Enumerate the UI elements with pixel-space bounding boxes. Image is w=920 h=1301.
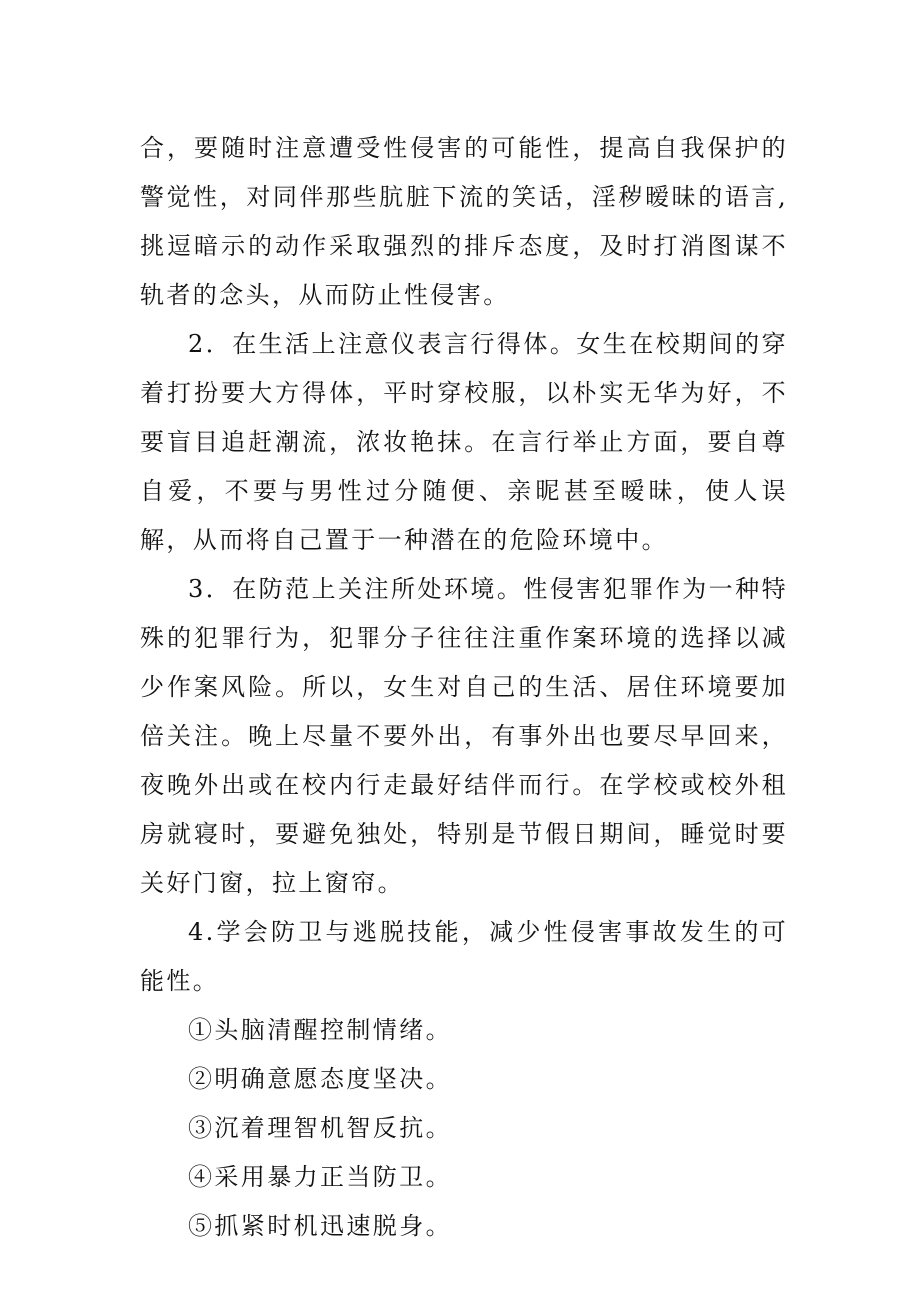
document-body: [140, 124, 788, 1251]
list-item-3: ③沉着理智机智反抗。: [188, 1114, 452, 1142]
paragraph-item-3: 3．在防范上关注所处环境。性侵害犯罪作为一种特殊的犯罪行为，犯罪分子往往注重作案环境的选择以减少作案风险。所以，女生对自己的生活、居住环境要加倍关注。晚上尽量不要外出，有事外出也要尽早回来，夜晚外出或在校内行走最好结伴而行。在学校或校外租房就寝时，要避免独处，特别是节假日期间，睡觉时要关好门窗，拉上窗帘。: [140, 575, 788, 897]
paragraph-item-2: 2．在生活上注意仪表言行得体。女生在校期间的穿着打扮要大方得体，平时穿校服，以朴实无华为好，不要盲目追赶潮流，浓妆艳抹。在言行举止方面，要自尊自爱，不要与男性过分随便、亲昵甚至暧昧，使人误解，从而将自己置于一种潜在的危险环境中。: [140, 330, 788, 554]
paragraph-item-4-heading: 4.学会防卫与逃脱技能，减少性侵害事故发生的可能性。: [140, 918, 788, 995]
list-item-1: ①头脑清醒控制情绪。: [188, 1016, 452, 1044]
list-item-4: ④采用暴力正当防卫。: [188, 1163, 452, 1191]
paragraph-continuation: 合，要随时注意遭受性侵害的可能性，提高自我保护的警觉性，对同伴那些肮脏下流的笑话，淫秽暧昧的语言,挑逗暗示的动作采取强烈的排斥态度，及时打消图谋不轨者的念头，从而防止性侵害。: [140, 134, 788, 309]
list-item-5: ⑤抓紧时机迅速脱身。: [188, 1212, 452, 1240]
list-item-2: ②明确意愿态度坚决。: [188, 1065, 452, 1093]
